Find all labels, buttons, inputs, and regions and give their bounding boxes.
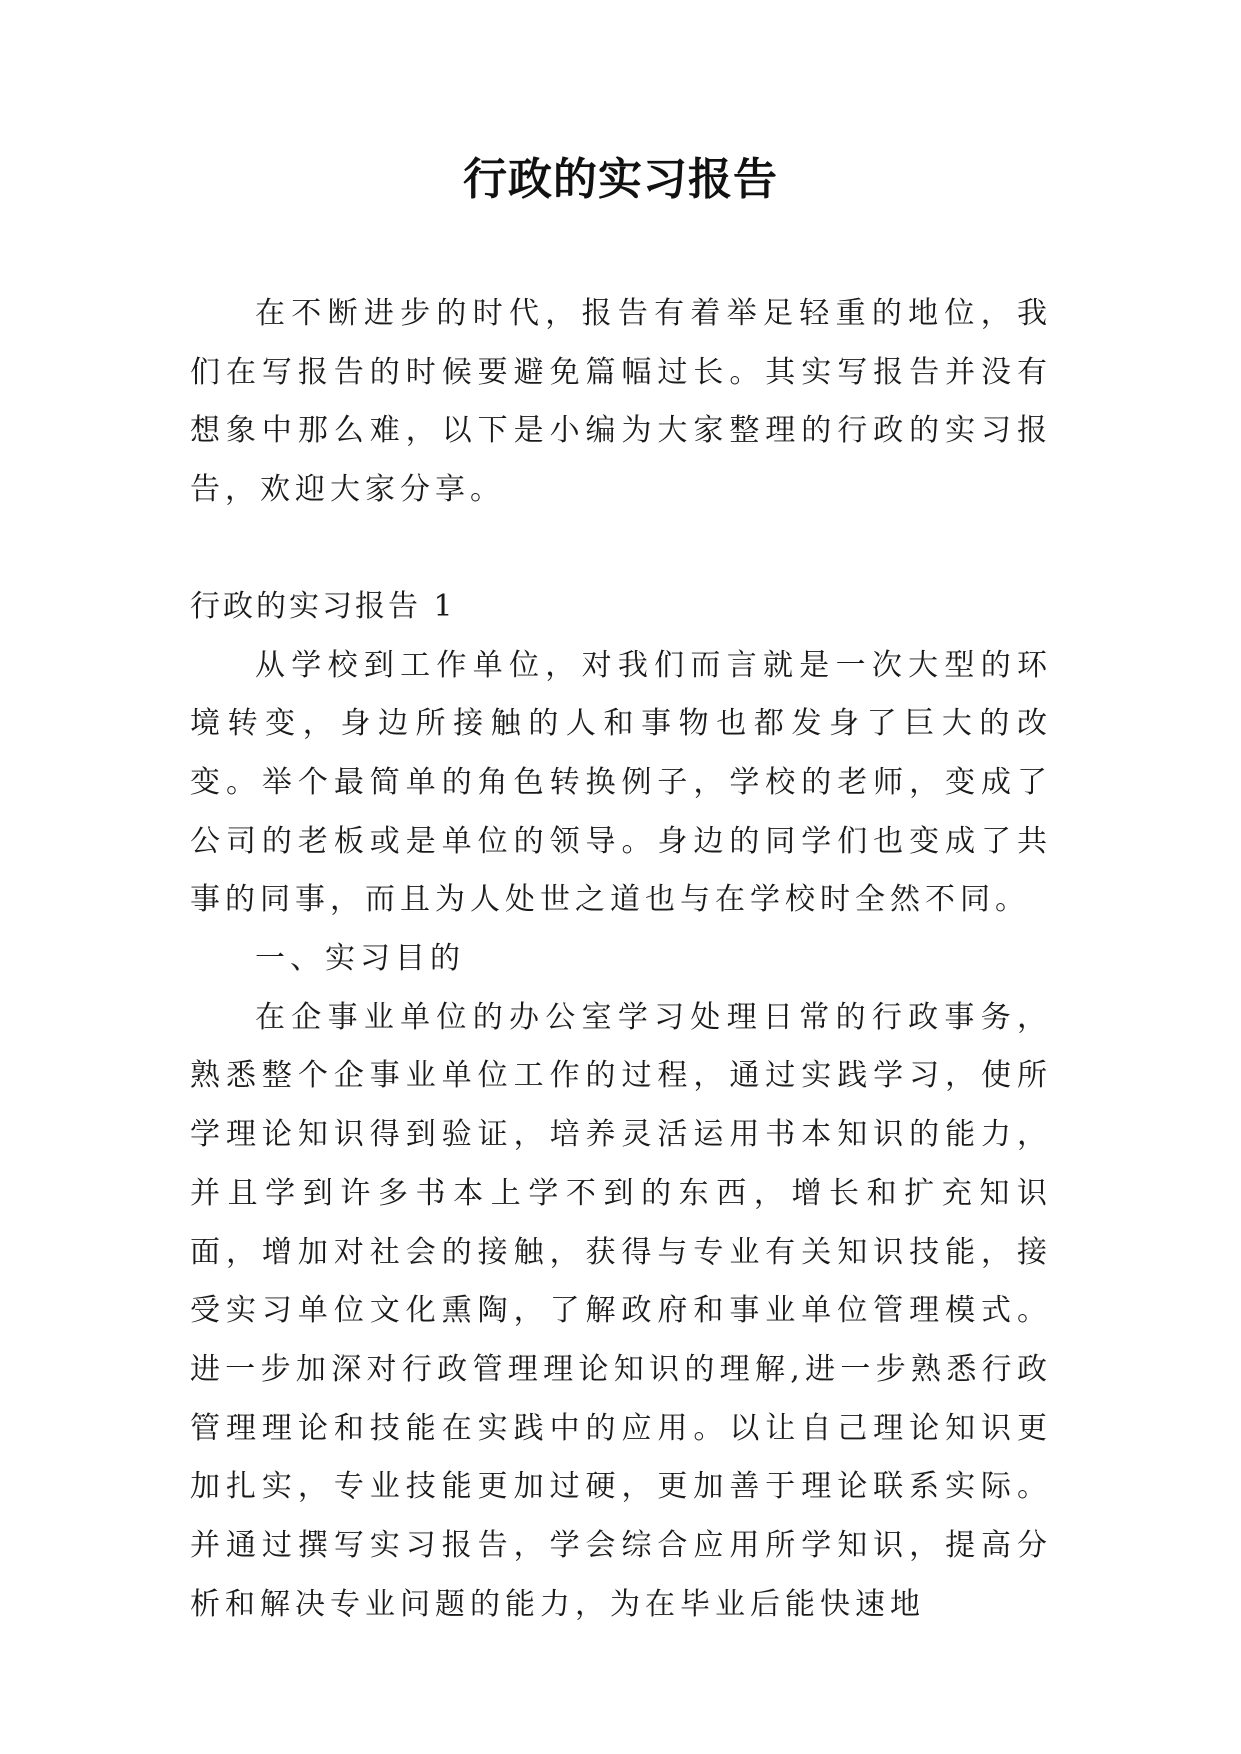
section-title: 行政的实习报告 1 [190, 588, 456, 624]
body-paragraph: 在企事业单位的办公室学习处理日常的行政事务，熟悉整个企事业单位工作的过程，通过实践学习，使所学理论知识得到验证，培养灵活运用书本知识的能力，并且学到许多书本上学不到的东西，增长和扩充知识面，增加对社会的接触，获得与专业有关知识技能，接受实习单位文化熏陶，了解政府和事业单位管理模式。进一步加深对行政管理理论知识的理解,进一步熟悉行政管理理论和技能在实践中的应用。以让自己理论知识更加扎实，专业技能更加过硬，更加善于理论联系实际。并通过撰写实习报告，学会综合应用所学知识，提高分析和解决专业问题的能力，为在毕业后能快速地 [190, 999, 1052, 1622]
body-paragraph: 从学校到工作单位，对我们而言就是一次大型的环境转变，身边所接触的人和事物也都发身了巨大的改变。举个最简单的角色转换例子，学校的老师，变成了公司的老板或是单位的领导。身边的同学们也变成了共事的同事，而且为人处世之道也与在学校时全然不同。 [190, 647, 1052, 918]
paragraph-gap [190, 520, 1052, 578]
section-heading: 一、实习目的 [255, 941, 465, 977]
intro-paragraph: 在不断进步的时代，报告有着举足轻重的地位，我们在写报告的时候要避免篇幅过长。其实写报告并没有想象中那么难，以下是小编为大家整理的行政的实习报告，欢迎大家分享。 [190, 296, 1052, 508]
document-body [190, 285, 1052, 1634]
document-title: 行政的实习报告 [463, 154, 778, 205]
